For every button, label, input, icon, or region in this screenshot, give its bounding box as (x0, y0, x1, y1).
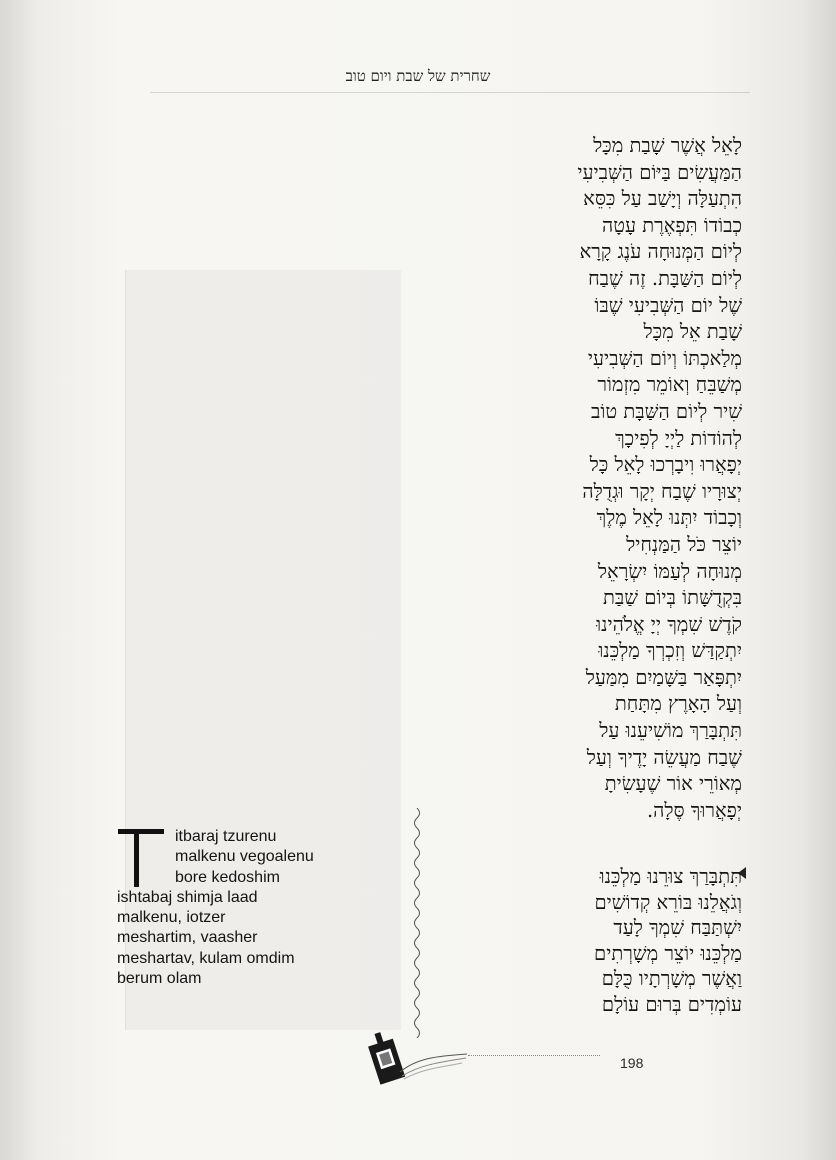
hebrew-line: לָאֵל אֲשֶׁר שָׁבַת מִכָּל (593, 134, 742, 157)
transliteration-line: meshartav, kulam omdim (117, 949, 295, 967)
hebrew-line: מַלְכֵּנוּ יוֹצֵר מְשָׁרְתִים (594, 941, 742, 965)
hebrew-line: יִתְקַדַּשׁ וְזִכְרְךָ מַלְכֵּנוּ (598, 639, 742, 663)
hebrew-line: וְעַל הָאָרֶץ מִתָּחַת (614, 692, 742, 716)
hebrew-line: לְהוֹדוֹת לַיְיָ לְפִיכָךְ (615, 426, 742, 450)
hebrew-line: לְיוֹם הַשַּׁבָּת. זֶה שֶׁבַח (588, 266, 742, 290)
hebrew-line: הַמַּעֲשִׂים בַּיּוֹם הַשְּׁבִיעִי (577, 160, 742, 184)
hebrew-line: הִתְעַלָּה וְיָשַׁב עַל כִּסֵּא (583, 187, 742, 211)
hebrew-line: תִּתְבָּרַךְ צוּרֵנוּ מַלְכֵּנוּ (599, 865, 742, 888)
hebrew-line: מְשַׁבֵּחַ וְאוֹמֵר מִזְמוֹר (597, 373, 742, 397)
transliteration-line: berum olam (117, 970, 202, 988)
hebrew-line: תִּתְבָּרַךְ מוֹשִׁיעֵנוּ עַל (599, 719, 742, 743)
hebrew-line: שִׁיר לְיוֹם הַשַּׁבָּת טוֹב (591, 399, 742, 423)
hebrew-line: שָׁבַת אֵל מִכָּל (643, 320, 742, 344)
hebrew-line: כְבוֹדוֹ תִּפְאֶרֶת עָטָה (602, 213, 742, 237)
hebrew-prayer-text-second (432, 864, 742, 1017)
hebrew-line: בִּקְדֻשָּׁתוֹ בְּיוֹם שַׁבַּת (602, 586, 742, 610)
header-rule (150, 92, 750, 93)
hebrew-line: יְפָאֲרוּךָ סֶּלָה. (646, 798, 742, 822)
transliteration-line: itbaraj tzurenu (175, 828, 277, 845)
transliteration-line: meshartim, vaasher (117, 929, 258, 947)
hebrew-line: עוֹמְדִים בְּרוּם עוֹלָם (601, 992, 742, 1016)
hebrew-line: וְכָבוֹד יִתְּנוּ לָאֵל מֶלֶךְ (596, 506, 742, 530)
hebrew-line: מְאוֹרֵי אוֹר שֶׁעָשִׂיתָ (604, 772, 742, 796)
hebrew-line: שֶׁל יוֹם הַשְּׁבִיעִי שֶׁבּוֹ (594, 293, 742, 317)
page-header: שחרית של שבת ויום טוב (345, 67, 491, 85)
hebrew-line: יִתְפָּאַר בַּשָּׁמַיִם מִמַּעַל (585, 665, 742, 689)
hebrew-line: לְיוֹם הַמְּנוּחָה עֹנֶג קָרָא (579, 240, 742, 264)
transliteration-block (117, 827, 397, 989)
hebrew-line: יְצוּרָיו שֶׁבַח יְקָר וּגְדֻלָּה (582, 479, 742, 503)
transliteration-line: malkenu vegoalenu (175, 848, 314, 866)
hebrew-line: וְגֹאֲלֵנוּ בּוֹרֵא קְדוֹשִׁים (594, 890, 742, 914)
transliteration-line: bore kedoshim (175, 868, 280, 886)
hebrew-line: יִשְׁתַּבַּח שִׁמְךָ לָעַד (613, 916, 742, 939)
hebrew-line: יוֹצֵר כֹּל הַמַּנְחִיל (626, 532, 742, 556)
transliteration-line: malkenu, iotzer (117, 909, 226, 927)
footer-dotted-line (468, 1055, 600, 1056)
hebrew-line: קֹדֶשׁ שִׁמְךָ יְיָ אֱלֹהֵינוּ (596, 612, 742, 636)
hebrew-line: שֶׁבַח מַעֲשֵׂה יָדֶיךָ וְעַל (586, 745, 742, 769)
hebrew-prayer-text (432, 133, 742, 824)
transliteration-line: ishtabaj shimja laad (117, 888, 258, 906)
tefillin-illustration (362, 1022, 472, 1094)
hebrew-line: וַאֲשֶׁר מְשָׁרְתָיו כֻּלָּם (601, 967, 742, 990)
wavy-divider-line (410, 808, 424, 1038)
hebrew-line: מְנוּחָה לְעַמּוֹ יִשְׂרָאֵל (597, 559, 742, 583)
hebrew-line: מְלַאכְתּוֹ וְיוֹם הַשְּׁבִיעִי (587, 346, 742, 370)
page-number: 198 (620, 1055, 644, 1071)
hebrew-line: יְפָאֲרוּ וִיבָרְכוּ לָאֵל כָּל (589, 453, 742, 477)
